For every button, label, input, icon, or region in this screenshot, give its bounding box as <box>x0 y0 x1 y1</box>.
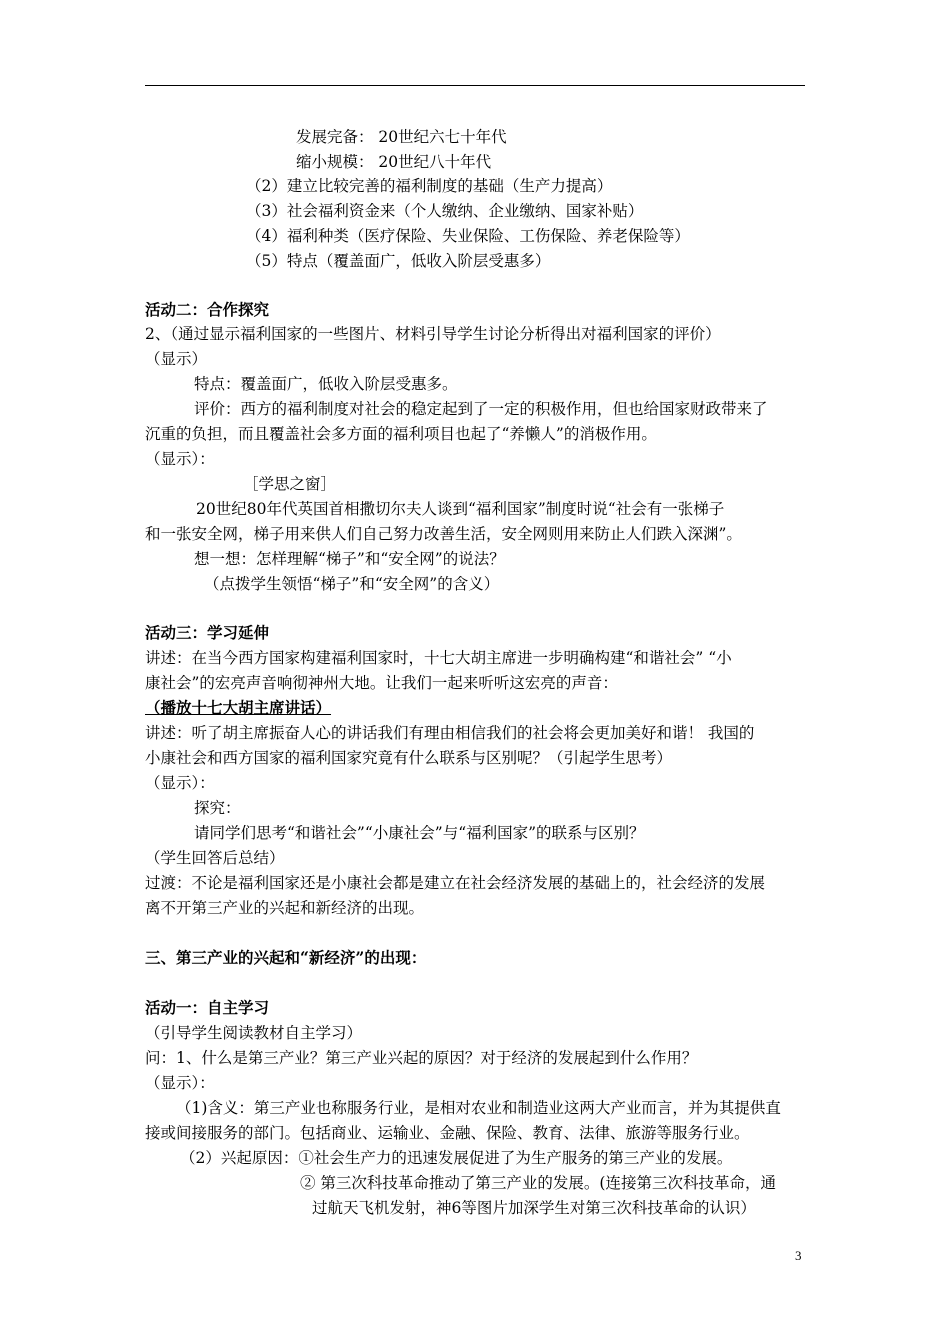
text-line: （显示）： <box>145 774 215 792</box>
section-heading: 三、第三产业的兴起和“新经济”的出现： <box>145 948 427 967</box>
text-line: （点拨学生领悟“梯子”和“安全网”的含义） <box>204 575 500 593</box>
header-rule <box>145 85 805 86</box>
text-line: 探究： <box>194 799 241 817</box>
text-line: 康社会”的宏亮声音响彻神州大地。让我们一起来听听这宏亮的声音： <box>145 674 618 692</box>
text-line: 过航天飞机发射，神6等图片加深学生对第三次科技革命的认识） <box>312 1199 756 1217</box>
text-line: 发展完备： 20世纪六七十年代 <box>296 128 507 146</box>
text-line: ［学思之窗］ <box>243 475 337 493</box>
section-heading: 活动三：学习延伸 <box>145 623 270 642</box>
text-line: 请同学们思考“和谐社会”“小康社会”与“福利国家”的联系与区别？ <box>194 824 645 842</box>
page-number: 3 <box>795 1248 802 1263</box>
text-line: 20世纪80年代英国首相撒切尔夫人谈到“福利国家”制度时说“社会有一张梯子 <box>196 500 725 518</box>
text-line: 讲述：听了胡主席振奋人心的讲话我们有理由相信我们的社会将会更加美好和谐！ 我国的 <box>145 724 755 742</box>
text-line: （4）福利种类（医疗保险、失业保险、工伤保险、养老保险等） <box>246 227 690 245</box>
text-line: （显示） <box>145 350 208 368</box>
text-line: （2）建立比较完善的福利制度的基础（生产力提高） <box>246 177 613 195</box>
text-line: 讲述：在当今西方国家构建福利国家时，十七大胡主席进一步明确构建“和谐社会” “小 <box>145 649 732 667</box>
text-line: （学生回答后总结） <box>145 849 285 867</box>
text-line: ② 第三次科技革命推动了第三产业的发展。(连接第三次科技革命，通 <box>300 1174 776 1192</box>
text-line: 沉重的负担，而且覆盖社会多方面的福利项目也起了“养懒人”的消极作用。 <box>145 425 657 443</box>
text-line: 评价：西方的福利制度对社会的稳定起到了一定的积极作用，但也给国家财政带来了 <box>194 400 768 418</box>
text-line: 和一张安全网，梯子用来供人们自己努力改善生活，安全网则用来防止人们跌入深渊”。 <box>145 525 742 543</box>
text-line: （3）社会福利资金来（个人缴纳、企业缴纳、国家补贴） <box>246 202 644 220</box>
text-line: （1)含义：第三产业也称服务行业，是相对农业和制造业这两大产业而言，并为其提供直 <box>176 1099 781 1117</box>
text-line: 特点：覆盖面广，低收入阶层受惠多。 <box>194 375 458 393</box>
text-line: 想一想：怎样理解“梯子”和“安全网”的说法？ <box>194 550 505 568</box>
text-line: （播放十七大胡主席讲话） <box>145 698 332 717</box>
text-line: 离不开第三产业的兴起和新经济的出现。 <box>145 899 425 917</box>
text-line: （显示）： <box>145 1074 215 1092</box>
text-line: （显示）： <box>145 450 215 468</box>
text-line: 问：1、什么是第三产业？第三产业兴起的原因？对于经济的发展起到什么作用？ <box>145 1049 698 1067</box>
text-line: 过渡：不论是福利国家还是小康社会都是建立在社会经济发展的基础上的，社会经济的发展 <box>145 874 766 892</box>
text-line: 小康社会和西方国家的福利国家究竟有什么联系与区别呢？（引起学生思考） <box>145 749 673 767</box>
text-line: 2、（通过显示福利国家的一些图片、材料引导学生讨论分析得出对福利国家的评价） <box>145 325 721 343</box>
section-heading: 活动一：自主学习 <box>145 998 270 1017</box>
text-line: 缩小规模： 20世纪八十年代 <box>296 153 492 171</box>
text-line: （5）特点（覆盖面广，低收入阶层受惠多） <box>246 252 551 270</box>
section-heading: 活动二：合作探究 <box>145 300 270 319</box>
text-line: 接或间接服务的部门。包括商业、运输业、金融、保险、教育、法律、旅游等服务行业。 <box>145 1124 750 1142</box>
text-line: （2）兴起原因：①社会生产力的迅速发展促进了为生产服务的第三产业的发展。 <box>180 1149 733 1167</box>
text-line: （引导学生阅读教材自主学习） <box>145 1024 363 1042</box>
